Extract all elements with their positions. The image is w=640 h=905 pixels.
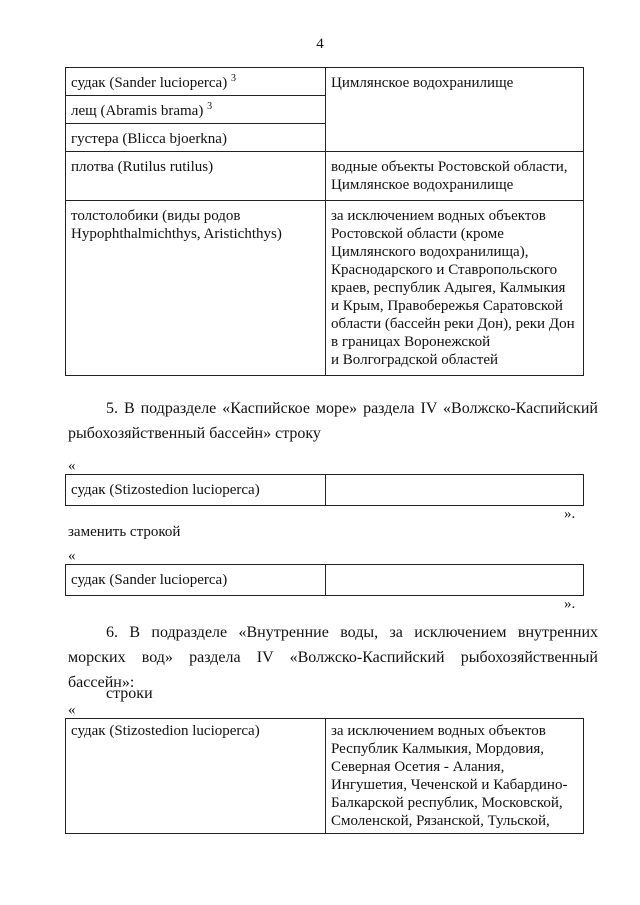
species-cell: плотва (Rutilus rutilus) (66, 152, 326, 201)
water-body-cell: за исключением водных объектов Республик Калмыкия, Мордовия, Северная Осетия - Алания, Ингушетия, Чеченской и Кабардино- Балкарской республик, Московской, Смоленской, Рязанской, Тульской, (326, 719, 584, 834)
species-table-3 (65, 564, 584, 596)
species-cell: судак (Sander lucioperca) (66, 565, 326, 596)
species-table-2 (65, 474, 584, 506)
table-row (66, 565, 584, 596)
opening-quote: « (68, 548, 76, 564)
species-table-1 (65, 67, 584, 376)
table-row (66, 152, 584, 201)
table-row (66, 719, 584, 834)
paragraph-6: 6. В подразделе «Внутренние воды, за исключением внутренних морских вод» раздела IV «Волжско-Каспийский рыбохозяйственный бассейн»: (68, 624, 598, 691)
table-row (66, 68, 584, 96)
opening-quote: « (68, 458, 76, 474)
opening-quote: « (68, 702, 76, 718)
closing-quote: ». (564, 506, 576, 522)
page-number: 4 (316, 36, 324, 52)
table-row (66, 475, 584, 506)
species-cell: лещ (Abramis brama) $^3$ (66, 96, 326, 124)
empty-cell (326, 565, 584, 596)
water-body-cell: Цимлянское водохранилище (326, 68, 584, 152)
empty-cell (326, 475, 584, 506)
species-cell: густера (Blicca bjoerkna) (66, 124, 326, 152)
replace-text: заменить строкой (68, 524, 181, 540)
species-cell: судак (Sander lucioperca) $^3$ (66, 68, 326, 96)
closing-quote: ». (564, 596, 576, 612)
species-table-4 (65, 718, 584, 834)
species-cell: судак (Stizostedion lucioperca) (66, 719, 326, 834)
species-cell: судак (Stizostedion lucioperca) (66, 475, 326, 506)
paragraph-5: 5. В подразделе «Каспийское море» раздела IV «Волжско-Каспийский рыбохозяйственный бассейн» строку (68, 400, 598, 442)
species-cell: толстолобики (виды родов Hypophthalmichthys, Aristichthys) (66, 201, 326, 376)
table-row (66, 201, 584, 376)
water-body-cell: за исключением водных объектов Ростовской области (кроме Цимлянского водохранилища), Краснодарского и Ставропольского краев, республик Адыгея, Калмыкия и Крым, Правобережья Саратовской области (бассейн реки Дон), реки Дон в границах Воронежской и Волгоградской областей (326, 201, 584, 376)
rows-label: строки (106, 685, 153, 702)
water-body-cell: водные объекты Ростовской области, Цимлянское водохранилище (326, 152, 584, 201)
